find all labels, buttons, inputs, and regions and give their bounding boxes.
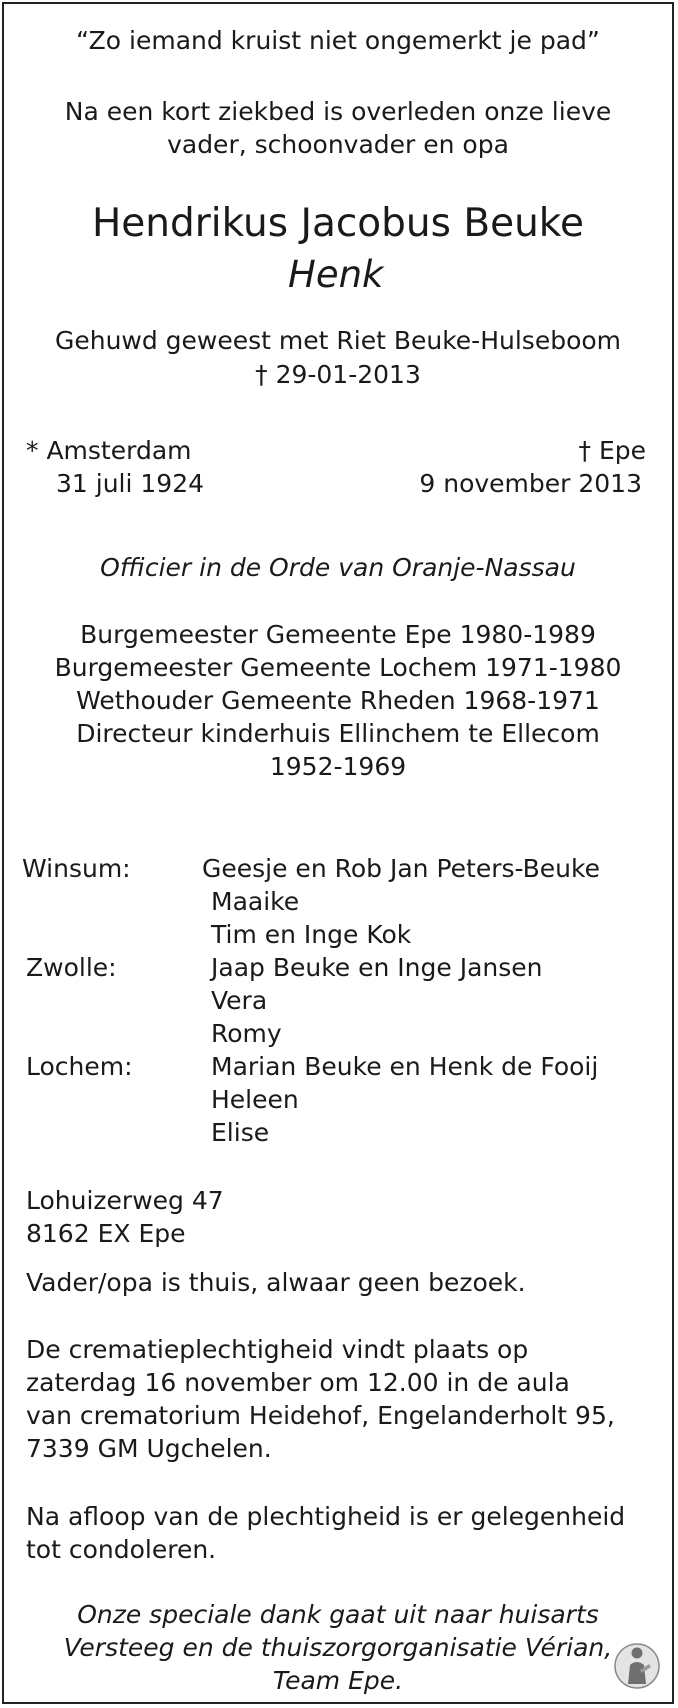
announcement-line: Na een kort ziekbed is overleden onze lieve: [64, 97, 612, 126]
ceremony-line: De crematieplechtigheid vindt plaats op: [26, 1335, 529, 1364]
ceremony-line: 7339 GM Ugchelen.: [26, 1434, 272, 1463]
thanks-line: Team Epe.: [272, 1666, 404, 1695]
family-name: Marian Beuke en Henk de Fooij: [211, 1052, 599, 1081]
motto: “Zo iemand kruist niet ongemerkt je pad”: [76, 26, 600, 55]
thanks-line: Onze speciale dank gaat uit naar huisarts: [77, 1600, 599, 1629]
spouse-death-date: † 29-01-2013: [255, 360, 421, 389]
death-date: 9 november 2013: [419, 469, 642, 498]
family-name: Vera: [211, 986, 268, 1015]
family-name: Jaap Beuke en Inge Jansen: [211, 953, 543, 982]
ceremony-line: van crematorium Heidehof, Engelanderholt 95,: [26, 1401, 615, 1430]
death-place: † Epe: [578, 436, 646, 465]
career-line: 1952-1969: [269, 752, 407, 781]
condolence-line: Na afloop van de plechtigheid is er gelegenheid: [26, 1502, 626, 1531]
announcement-line: vader, schoonvader en opa: [167, 130, 509, 159]
career-line: Burgemeester Gemeente Lochem 1971-1980: [54, 653, 622, 682]
condolence-line: tot condoleren.: [26, 1535, 217, 1564]
memorial-person-icon: [614, 1640, 660, 1692]
family-name: Heleen: [211, 1085, 299, 1114]
family-name: Maaike: [211, 887, 300, 916]
address-line: Lohuizerweg 47: [26, 1186, 224, 1215]
deceased-name: Hendrikus Jacobus Beuke: [91, 201, 585, 246]
honour: Officier in de Orde van Oranje-Nassau: [100, 553, 576, 582]
family-place: Lochem:: [26, 1052, 133, 1081]
obituary-card: [2, 2, 674, 1704]
career-line: Burgemeester Gemeente Epe 1980-1989: [80, 620, 596, 649]
birth-place: * Amsterdam: [26, 436, 192, 465]
family-name: Tim en Inge Kok: [211, 920, 412, 949]
career-line: Directeur kinderhuis Ellinchem te Ellecom: [76, 719, 600, 748]
thanks-line: Versteeg en de thuiszorgorganisatie Vérian,: [63, 1633, 613, 1662]
spouse-line: Gehuwd geweest met Riet Beuke-Hulseboom: [54, 326, 622, 355]
family-name: Geesje en Rob Jan Peters-Beuke: [202, 854, 600, 883]
career-line: Wethouder Gemeente Rheden 1968-1971: [76, 686, 600, 715]
family-name: Romy: [211, 1019, 282, 1048]
visit-note: Vader/opa is thuis, alwaar geen bezoek.: [26, 1268, 526, 1297]
family-place: Zwolle:: [26, 953, 117, 982]
address-line: 8162 EX Epe: [26, 1219, 186, 1248]
family-place: Winsum:: [22, 854, 131, 883]
birth-date: 31 juli 1924: [56, 469, 205, 498]
family-name: Elise: [211, 1118, 270, 1147]
ceremony-line: zaterdag 16 november om 12.00 in de aula: [26, 1368, 570, 1397]
deceased-nickname: Henk: [288, 253, 384, 296]
